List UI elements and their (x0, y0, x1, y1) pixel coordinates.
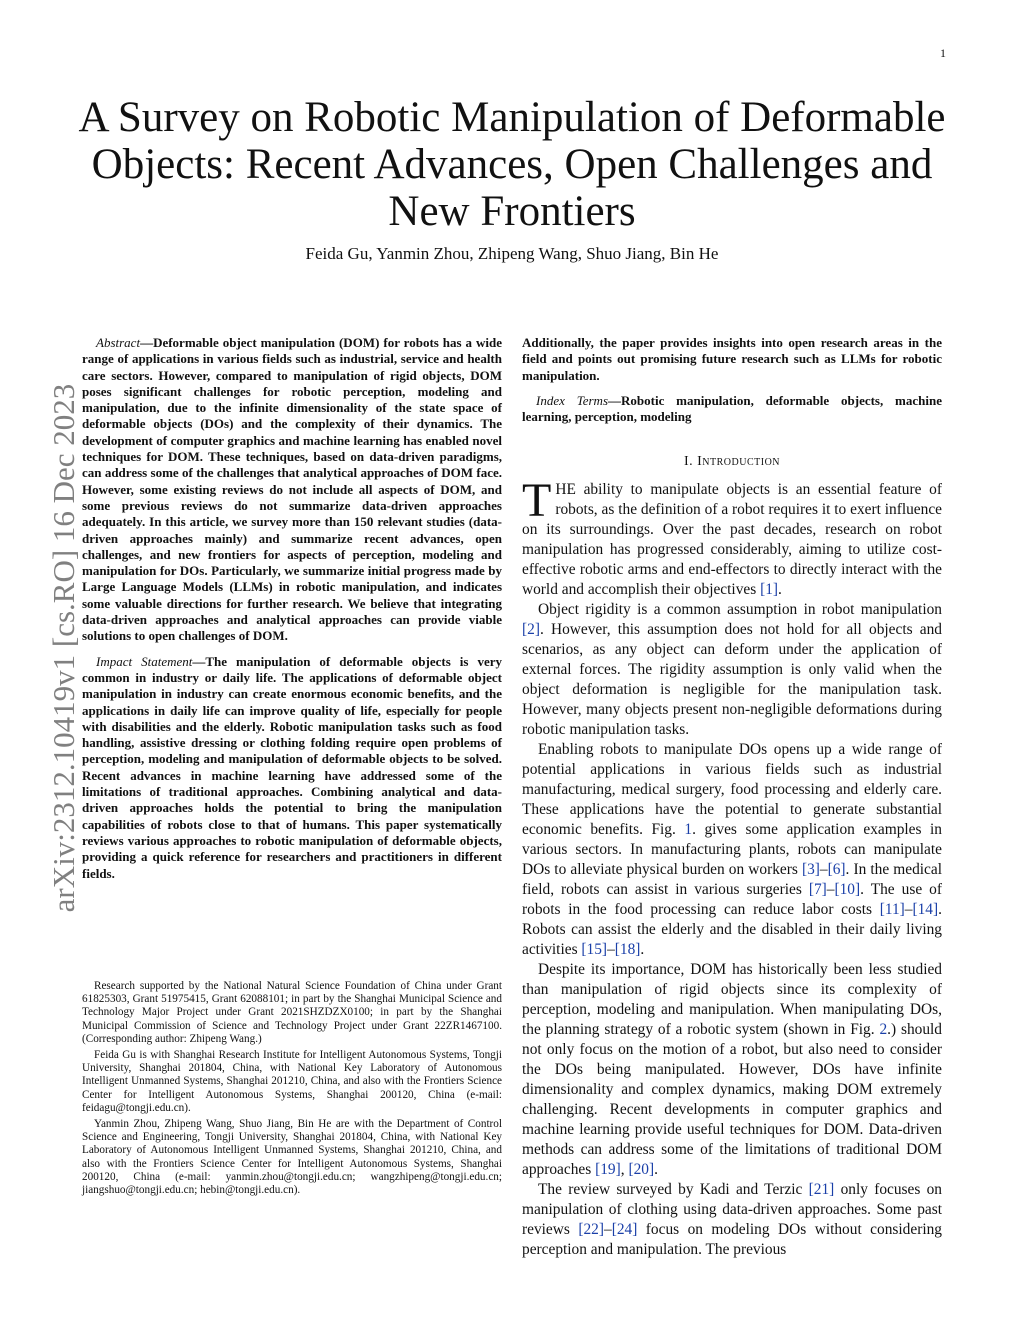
citation-link[interactable]: [15] (581, 941, 608, 959)
citation-link[interactable]: [24] (611, 1221, 638, 1239)
abstract-text: —Deformable object manipulation (DOM) for robots has a wide range of applications in various fields such as industrial, service and health care sectors. However, compared to manipulation of rigid objects, DOM poses significant challenges for robotic perception, modeling and manipulation, due to the infinite dimensionality of the state space of deformable objects (DOs) and the complexity of their dynamics. The development of computer graphics and machine learning has enabled novel techniques for DOM. These techniques, based on data-driven paradigms, can address some of the challenges that analytical approaches of DOM face. However, some existing reviews do not include all aspects of DOM, and some previous reviews do not summarize data-driven approaches adequately. In this article, we survey more than 150 relevant studies (data-driven approaches mainly) and summarize recent advances, open challenges, and new frontiers for aspects of perception, modeling and manipulation for DOs. Particularly, we summarize initial progress made by Large Language Models (LLMs) in robotic manipulation, and indicates some valuable directions for further research. We believe that integrating data-driven approaches and analytical approaches can provide viable solutions to open challenges of DOM. (82, 335, 502, 644)
intro-paragraph-3: Enabling robots to manipulate DOs opens up a wide range of potential applications in various fields such as industrial manufacturing, medical surgery, food processing and elderly care. These applications have the potential to generate substantial economic benefits. Fig. 1. gives some application examples in various sectors. In manufacturing plants, robots can manipulate DOs to alleviate physical burden on workers [3]–[6]. In the medical field, robots can assist in various surgeries [7]–[10]. The use of robots in the food processing can reduce labor costs [11]–[14]. Robots can assist the elderly and the disabled in their daily living activities [15]–[18]. (522, 741, 942, 959)
impact-statement (82, 654, 502, 882)
section-title: Introduction (697, 454, 781, 470)
footnote-funding: Research supported by the National Natural Science Foundation of China under Grant 61825303, Grant 51975415, Grant 62088101; in part by the Shanghai Municipal Science and Technology Major Project under Grant 2021SHZDZX0100; in part by the Shanghai Municipal Commission of Science and Technology Project under Grant 22ZR1467100.(Corresponding author: Zhipeng Wang.) (82, 980, 502, 1045)
section-number: I. (683, 454, 694, 470)
index-terms-label: Index Terms (536, 392, 609, 408)
footnote-author-affiliation: Feida Gu is with Shanghai Research Institute for Intelligent Autonomous Systems, Tongji University, Shanghai 201804, China, with National Key Laboratory of Autonomous Intelligent Unmanned Systems, Shanghai 201210, China, and also with the Frontiers Science Center for Intelligent Autonomous Systems, Shanghai 200120, China (e-mail: feidagu@tongji.edu.cn). (82, 1049, 502, 1114)
citation-link[interactable]: [20] (628, 1161, 655, 1179)
impact-statement-label: Impact Statement (96, 653, 193, 669)
right-column (522, 335, 942, 1260)
paper-title: A Survey on Robotic Manipulation of Deformable Objects: Recent Advances, Open Challenges and New Frontiers (78, 94, 946, 235)
index-terms-text: —Robotic manipulation, deformable objects, machine learning, perception, modeling (522, 392, 943, 425)
abstract-label: Abstract (96, 335, 141, 350)
drop-cap: T (522, 474, 552, 528)
intro-paragraph-4: Despite its importance, DOM has historically been less studied than manipulation of rigid objects since its complexity of perception, modeling and manipulation. When manipulating DOs, the planning strategy of a robotic system (shown in Fig. 2.) should not only focus on the motion of a robot, but also need to consider the DOs being manipulated. However, DOs have infinite dimensionality and complex dynamics, making DOM extremely challenging. Recent developments in computer graphics and machine learning provide useful techniques for DOM. Data-driven methods can address some of the limitations of traditional DOM approaches [19], [20]. (522, 961, 942, 1179)
citation-link[interactable]: [7] (808, 881, 827, 899)
citation-link[interactable]: [22] (578, 1221, 604, 1239)
figure-link[interactable]: 2 (879, 1021, 888, 1039)
footnotes (82, 980, 502, 1200)
intro-paragraph-5: The review surveyed by Kadi and Terzic [21] only focuses on manipulation of clothing using data-driven approaches. Some past reviews [22]–[24] focus on modeling DOs without considering perception and manipulation. The previous (522, 1181, 943, 1259)
citation-link[interactable]: [2] (522, 621, 540, 639)
citation-link[interactable]: [19] (595, 1161, 621, 1179)
citation-link[interactable]: [18] (614, 941, 641, 959)
arxiv-identifier: arXiv:2312.10419v1 [cs.RO] 16 Dec 2023 (46, 383, 81, 913)
figure-link[interactable]: 1 (684, 821, 693, 839)
abstract (82, 335, 502, 645)
citation-link[interactable]: [21] (808, 1181, 835, 1199)
citation-link[interactable]: [1] (760, 581, 779, 599)
section-heading-introduction (522, 454, 942, 470)
footnote-coauthor-affiliation: Yanmin Zhou, Zhipeng Wang, Shuo Jiang, Bin He are with the Department of Control Science and Engineering, Tongji University, Shanghai 201804, China, with National Key Laboratory of Autonomous Intelligent Unmanned Systems, Shanghai 201210, China, and also with the Frontiers Science Center for Intelligent Autonomous Systems, Shanghai 200120, China (e-mail: yanmin.zhou@tongji.edu.cn; wangzhipeng@tongji.edu.cn; jiangshuo@tongji.edu.cn; hebin@tongji.edu.cn). (82, 1118, 502, 1197)
index-terms (522, 393, 942, 426)
citation-link[interactable]: [6] (827, 861, 846, 879)
intro-paragraph-2: Object rigidity is a common assumption in robot manipulation [2]. However, this assumption does not hold for all objects and scenarios, as any object can deform under the application of external forces. The rigidity assumption is only valid when the object deformation is negligible for the manipulation task. However, many objects present non-negligible deformations during robotic manipulation tasks. (522, 601, 942, 739)
page-number: 1 (940, 46, 946, 60)
citation-link[interactable]: [14] (912, 901, 939, 919)
citation-link[interactable]: [11] (879, 901, 905, 919)
citation-link[interactable]: [10] (834, 881, 861, 899)
citation-link[interactable]: [3] (801, 861, 820, 879)
author-list: Feida Gu, Yanmin Zhou, Zhipeng Wang, Shuo Jiang, Bin He (305, 244, 719, 263)
abstract-continued: Additionally, the paper provides insights into open research areas in the field and points out promising future research such as LLMs for robotic manipulation. (522, 335, 942, 383)
left-column (82, 335, 502, 882)
intro-paragraph-1: THE ability to manipulate objects is an essential feature of robots, as the definition of a robot requires it to exert influence on its surroundings. Over the past decades, research on robot manipulation has progressed considerably, aiming to utilize cost-effective robotic arms and end-effectors to directly interact with the world and accomplish their objectives [1]. (522, 474, 942, 599)
impact-statement-text: —The manipulation of deformable objects is very common in industry or daily life. The applications of deformable object manipulation in industry can create enormous economic benefits, and the applications in daily life can improve quality of life, especially for people with disabilities and the elderly. Robotic manipulation tasks such as food handling, assistive dressing or clothing folding require open problems of perception, modeling and manipulation of deformable objects to be solved. Recent advances in machine learning have addressed some of the limitations of traditional approaches. Combining analytical and data-driven approaches holds the potential to bring the manipulation capabilities of robots close to that of humans. This paper systematically reviews various approaches to robotic manipulation of deformable objects, providing a quick reference for researchers and practitioners in different fields. (82, 653, 502, 881)
